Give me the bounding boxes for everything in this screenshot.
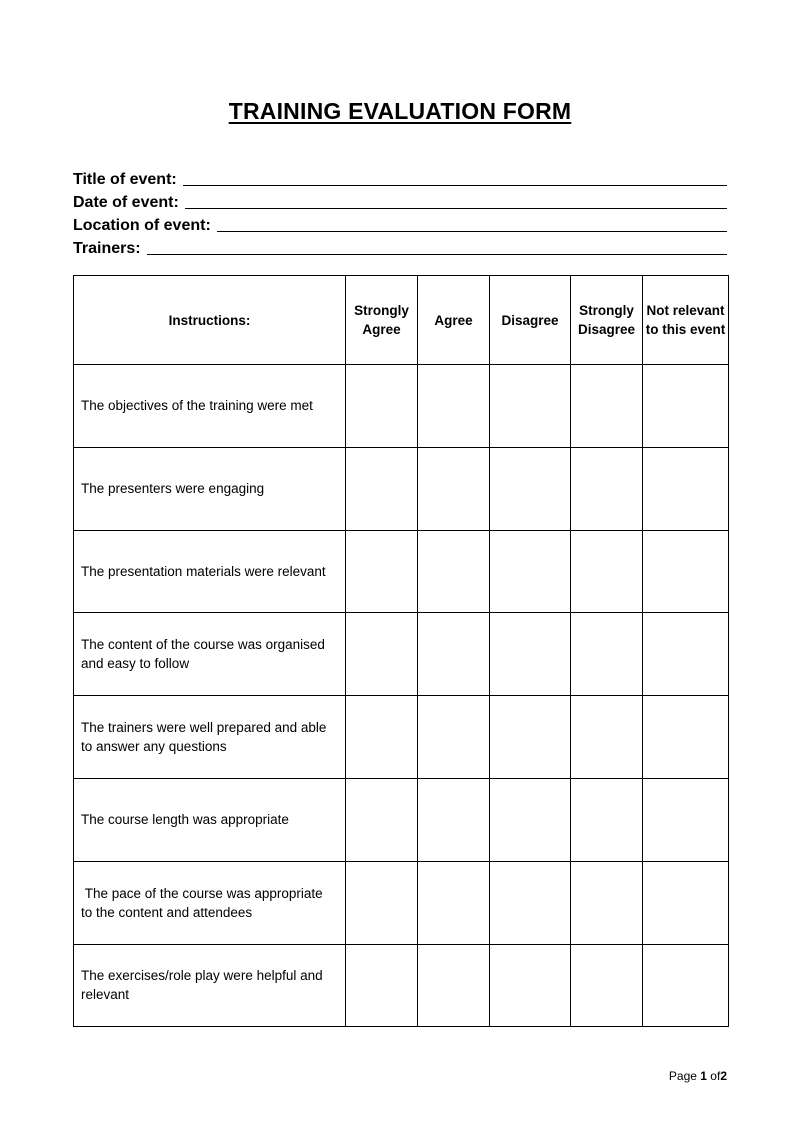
- table-header-row: [74, 276, 729, 365]
- table-row: [74, 778, 729, 861]
- disagree-cell[interactable]: [490, 613, 571, 696]
- table-row: [74, 944, 729, 1027]
- location-of-event-label: Location of event:: [73, 217, 211, 234]
- statement-cell: The content of the course was organised and easy to follow: [74, 613, 346, 696]
- title-of-event-label: Title of event:: [73, 171, 177, 188]
- strongly-agree-cell[interactable]: [346, 778, 418, 861]
- disagree-cell[interactable]: [490, 778, 571, 861]
- location-of-event-input[interactable]: [217, 230, 727, 232]
- trainers-input[interactable]: [147, 253, 727, 255]
- strongly-disagree-cell[interactable]: [571, 778, 643, 861]
- location-of-event-field: [73, 212, 727, 235]
- disagree-cell[interactable]: [490, 861, 571, 944]
- statement-cell: The course length was appropriate: [74, 778, 346, 861]
- evaluation-table: [73, 275, 729, 1027]
- disagree-cell[interactable]: [490, 365, 571, 448]
- statement-cell: The exercises/role play were helpful and relevant: [74, 944, 346, 1027]
- page-number: [669, 1069, 727, 1083]
- table-row: [74, 696, 729, 779]
- agree-cell[interactable]: [418, 365, 490, 448]
- statement-cell: The pace of the course was appropriate to the content and attendees: [74, 861, 346, 944]
- table-row: [74, 530, 729, 613]
- not-relevant-cell[interactable]: [643, 778, 729, 861]
- header-strongly-disagree: Strongly Disagree: [571, 276, 643, 365]
- header-strongly-agree: Strongly Agree: [346, 276, 418, 365]
- date-of-event-label: Date of event:: [73, 194, 179, 211]
- strongly-agree-cell[interactable]: [346, 861, 418, 944]
- page-label: Page: [668, 1069, 697, 1083]
- strongly-disagree-cell[interactable]: [571, 861, 643, 944]
- table-row: [74, 365, 729, 448]
- agree-cell[interactable]: [418, 944, 490, 1027]
- agree-cell[interactable]: [418, 696, 490, 779]
- disagree-cell[interactable]: [490, 530, 571, 613]
- trainers-field: [73, 235, 727, 258]
- disagree-cell[interactable]: [490, 944, 571, 1027]
- strongly-agree-cell[interactable]: [346, 696, 418, 779]
- strongly-disagree-cell[interactable]: [571, 944, 643, 1027]
- table-row: [74, 447, 729, 530]
- disagree-cell[interactable]: [490, 696, 571, 779]
- strongly-disagree-cell[interactable]: [571, 696, 643, 779]
- strongly-disagree-cell[interactable]: [571, 447, 643, 530]
- strongly-disagree-cell[interactable]: [571, 365, 643, 448]
- agree-cell[interactable]: [418, 447, 490, 530]
- strongly-agree-cell[interactable]: [346, 447, 418, 530]
- header-instructions: Instructions:: [74, 276, 346, 365]
- strongly-agree-cell[interactable]: [346, 944, 418, 1027]
- statement-cell: The trainers were well prepared and able to answer any questions: [74, 696, 346, 779]
- agree-cell[interactable]: [418, 613, 490, 696]
- strongly-disagree-cell[interactable]: [571, 613, 643, 696]
- statement-cell: The presentation materials were relevant: [74, 530, 346, 613]
- table-row: [74, 613, 729, 696]
- header-not-relevant: Not relevant to this event: [643, 276, 729, 365]
- table-row: [74, 861, 729, 944]
- date-of-event-input[interactable]: [185, 207, 727, 209]
- strongly-disagree-cell[interactable]: [571, 530, 643, 613]
- trainers-label: Trainers:: [73, 240, 141, 257]
- not-relevant-cell[interactable]: [643, 530, 729, 613]
- strongly-agree-cell[interactable]: [346, 613, 418, 696]
- header-disagree: Disagree: [490, 276, 571, 365]
- form-title: TRAINING EVALUATION FORM: [228, 98, 572, 124]
- not-relevant-cell[interactable]: [643, 696, 729, 779]
- strongly-agree-cell[interactable]: [346, 530, 418, 613]
- date-of-event-field: [73, 189, 727, 212]
- not-relevant-cell[interactable]: [643, 944, 729, 1027]
- statement-cell: The presenters were engaging: [74, 447, 346, 530]
- header-agree: Agree: [418, 276, 490, 365]
- not-relevant-cell[interactable]: [643, 861, 729, 944]
- not-relevant-cell[interactable]: [643, 365, 729, 448]
- title-of-event-field: [73, 166, 727, 189]
- of-label: of: [710, 1069, 721, 1083]
- title-of-event-input[interactable]: [183, 184, 727, 186]
- event-details: [73, 166, 727, 258]
- total-pages: 2: [720, 1069, 727, 1083]
- disagree-cell[interactable]: [490, 447, 571, 530]
- agree-cell[interactable]: [418, 778, 490, 861]
- agree-cell[interactable]: [418, 861, 490, 944]
- strongly-agree-cell[interactable]: [346, 365, 418, 448]
- agree-cell[interactable]: [418, 530, 490, 613]
- not-relevant-cell[interactable]: [643, 447, 729, 530]
- not-relevant-cell[interactable]: [643, 613, 729, 696]
- statement-cell: The objectives of the training were met: [74, 365, 346, 448]
- current-page: 1: [700, 1069, 707, 1083]
